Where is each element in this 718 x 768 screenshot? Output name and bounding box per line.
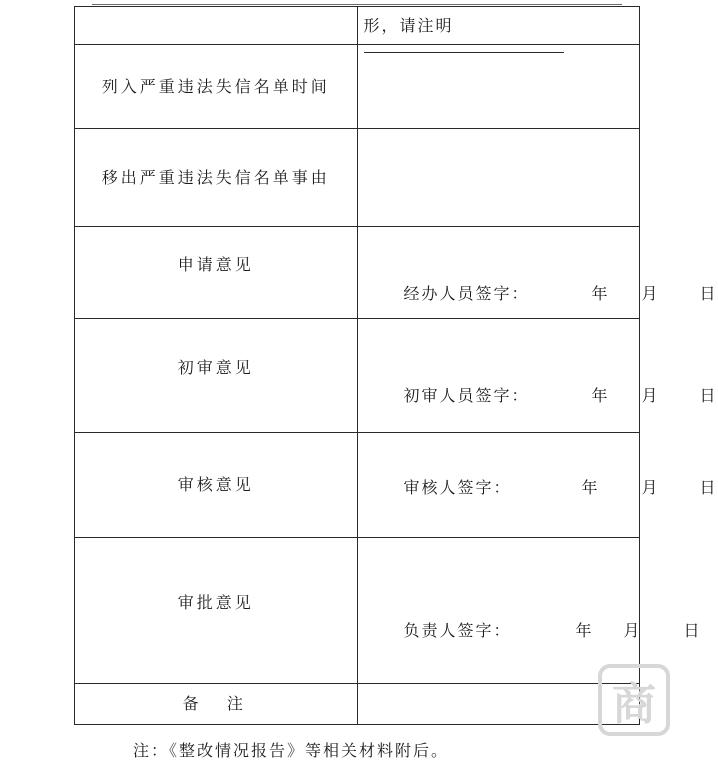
previous-page-border — [92, 0, 622, 5]
label-application-opinion: 申请意见 — [75, 227, 358, 319]
signer-label: 负责人签字： — [403, 621, 512, 640]
footnote: 注：《整改情况报告》等相关材料附后。 — [133, 741, 450, 760]
date-month: 月 — [623, 621, 642, 640]
label-listed-time: 列入严重违法失信名单时间 — [75, 45, 358, 129]
date-month: 月 — [641, 386, 660, 405]
date-day: 日 — [699, 386, 718, 405]
date-day: 日 — [699, 478, 718, 497]
content-application-opinion — [357, 227, 718, 319]
date-day: 日 — [683, 621, 702, 640]
content-approval-opinion — [357, 538, 702, 684]
signer-label: 审核人签字： — [403, 478, 512, 497]
table-row — [75, 7, 640, 45]
date-month: 月 — [641, 284, 660, 303]
content-review-opinion — [357, 433, 718, 538]
date-day: 日 — [699, 284, 718, 303]
date-year: 年 — [591, 386, 610, 405]
continued-text: 形，请注明 — [363, 16, 454, 35]
signer-label: 经办人员签字： — [403, 284, 530, 303]
date-month: 月 — [641, 478, 660, 497]
table-row — [75, 684, 640, 725]
watermark-logo — [598, 664, 670, 736]
label-remarks: 备 注 — [75, 684, 358, 725]
label-review-opinion: 审核意见 — [75, 433, 358, 538]
label-preliminary-opinion: 初审意见 — [75, 319, 358, 433]
content-listed-time — [357, 45, 640, 129]
label-removal-reason: 移出严重违法失信名单事由 — [75, 129, 358, 227]
signer-label: 初审人员签字： — [403, 386, 530, 405]
table-row — [75, 129, 640, 227]
continued-content-cell — [357, 7, 640, 45]
table-row — [75, 538, 640, 684]
content-preliminary-opinion — [357, 319, 718, 433]
date-year: 年 — [575, 621, 594, 640]
date-year: 年 — [591, 284, 610, 303]
watermark-glyph: 商 — [612, 679, 656, 730]
date-year: 年 — [581, 478, 600, 497]
label-cell-empty — [75, 7, 358, 45]
table-row — [75, 319, 640, 433]
label-approval-opinion: 审批意见 — [75, 538, 358, 684]
content-removal-reason — [357, 129, 640, 227]
table-row — [75, 433, 640, 538]
application-form-table — [74, 6, 718, 725]
table-row — [75, 45, 640, 129]
table-row — [75, 227, 640, 319]
